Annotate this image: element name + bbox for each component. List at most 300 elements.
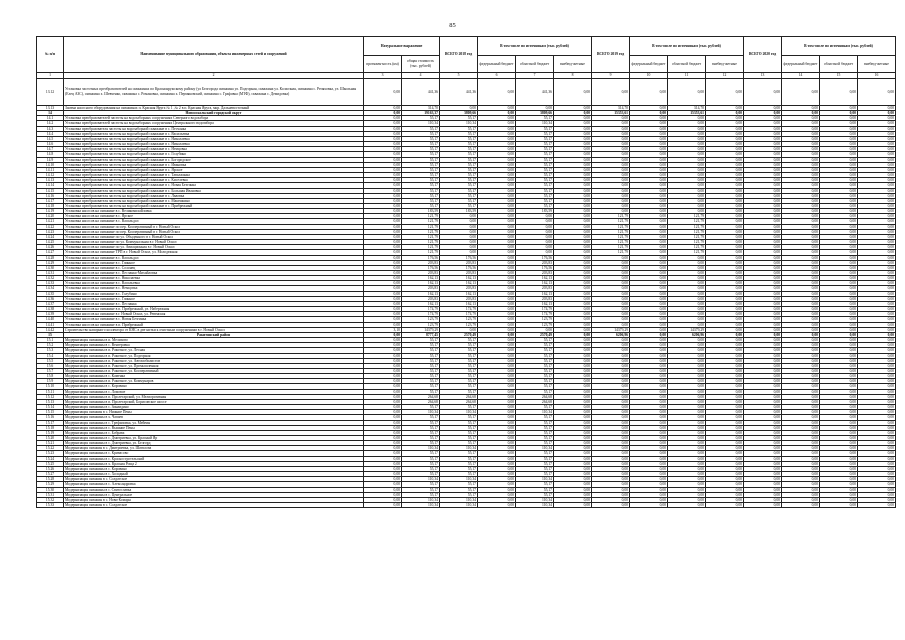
- row-value: 0,00: [744, 209, 782, 214]
- row-value: 0,00: [478, 332, 516, 337]
- row-value: 110,34: [402, 446, 440, 451]
- row-value: 0,00: [364, 461, 402, 466]
- table-row: [37, 503, 896, 508]
- row-value: 314,70: [592, 106, 630, 111]
- row-value: 0,00: [554, 389, 592, 394]
- row-value: 55,17: [440, 436, 478, 441]
- row-value: 0,00: [592, 173, 630, 178]
- row-value: 55,17: [402, 152, 440, 157]
- row-number: 14.27: [37, 250, 64, 255]
- row-value: 0,00: [706, 487, 744, 492]
- row-value: 0,00: [478, 415, 516, 420]
- row-value: 0,00: [668, 405, 706, 410]
- row-value: 0,00: [706, 374, 744, 379]
- row-value: 0,00: [630, 394, 668, 399]
- row-value: 0,00: [554, 198, 592, 203]
- row-value: 121,79: [668, 214, 706, 219]
- row-value: 0,00: [668, 322, 706, 327]
- row-value: 55,17: [402, 441, 440, 446]
- row-value: 0,00: [592, 415, 630, 420]
- row-value: 0,00: [858, 389, 896, 394]
- row-value: 0,00: [744, 183, 782, 188]
- row-value: 0,00: [554, 193, 592, 198]
- row-value: 0,00: [478, 193, 516, 198]
- row-value: 0,00: [782, 379, 820, 384]
- row-number: 15.19: [37, 430, 64, 435]
- row-value: 55,17: [440, 420, 478, 425]
- row-value: 0,00: [744, 193, 782, 198]
- row-value: 0,00: [630, 111, 668, 116]
- row-value: 0,00: [592, 167, 630, 172]
- row-name: Установка насосов на скважине в г. Новый Оскол, ул. Ревенская: [64, 312, 364, 317]
- row-value: 0,00: [554, 405, 592, 410]
- row-value: 121,79: [668, 219, 706, 224]
- row-value: 0,00: [592, 322, 630, 327]
- row-value: 0,00: [706, 430, 744, 435]
- row-value: 55,17: [440, 466, 478, 471]
- row-name: Установка преобразователя частоты на водозаборной скважине в с. Ивановка: [64, 162, 364, 167]
- row-value: 0,00: [858, 121, 896, 126]
- row-value: 55,17: [402, 466, 440, 471]
- row-value: 0,00: [820, 198, 858, 203]
- row-name: Модернизация скважины в с. Кривасово: [64, 451, 364, 456]
- row-value: 0,00: [782, 317, 820, 322]
- row-value: 0,00: [744, 487, 782, 492]
- row-value: 0,00: [630, 358, 668, 363]
- row-value: 0,00: [592, 131, 630, 136]
- row-value: 0,00: [630, 173, 668, 178]
- row-value: 0,00: [706, 255, 744, 260]
- row-value: 0,00: [554, 368, 592, 373]
- row-name: Модернизация скважины в с. Каменка: [64, 374, 364, 379]
- row-value: 0,00: [478, 126, 516, 131]
- row-value: 314,70: [668, 106, 706, 111]
- row-value: 0,00: [592, 198, 630, 203]
- row-value: 0,00: [364, 224, 402, 229]
- row-value: 0,00: [668, 167, 706, 172]
- row-value: 55,17: [402, 451, 440, 456]
- row-name: Модернизация скважины в с. Дмитриевка, ул. Белгорд: [64, 441, 364, 446]
- row-value: 55,17: [402, 173, 440, 178]
- row-value: 0,00: [744, 203, 782, 208]
- row-value: 0,00: [706, 203, 744, 208]
- row-value: 0,00: [364, 162, 402, 167]
- row-value: 0,00: [440, 240, 478, 245]
- row-value: 0,00: [478, 147, 516, 152]
- row-value: 0,00: [554, 307, 592, 312]
- col-header-federal-2019: федеральный бюджет: [630, 56, 668, 73]
- row-value: 0,00: [706, 157, 744, 162]
- row-value: 55,17: [402, 348, 440, 353]
- row-value: 0,00: [668, 142, 706, 147]
- row-value: 55,17: [440, 157, 478, 162]
- row-value: 0,00: [858, 322, 896, 327]
- row-value: 0,00: [364, 456, 402, 461]
- row-value: 55,17: [402, 415, 440, 420]
- row-value: 0,00: [592, 441, 630, 446]
- row-value: 55,17: [516, 461, 554, 466]
- row-value: 0,00: [554, 276, 592, 281]
- row-value: 0,00: [668, 291, 706, 296]
- row-value: 0,00: [478, 240, 516, 245]
- row-value: 0,00: [820, 353, 858, 358]
- col-index: 15: [820, 73, 858, 79]
- row-value: 0,00: [630, 487, 668, 492]
- row-value: 0,00: [478, 410, 516, 415]
- row-value: 0,00: [858, 162, 896, 167]
- row-value: 0,00: [744, 338, 782, 343]
- row-value: 0,00: [820, 167, 858, 172]
- row-value: 0,00: [744, 214, 782, 219]
- row-value: 0,00: [668, 178, 706, 183]
- row-value: 0,00: [820, 466, 858, 471]
- row-value: 0,00: [630, 466, 668, 471]
- row-value: 55,17: [402, 358, 440, 363]
- row-value: 0,00: [744, 461, 782, 466]
- row-value: 0,00: [744, 363, 782, 368]
- row-value: 264,68: [440, 399, 478, 404]
- row-value: 0,00: [630, 255, 668, 260]
- row-value: 55,17: [516, 482, 554, 487]
- row-value: 0,00: [706, 420, 744, 425]
- col-header-sources-2019: В том числе по источникам (тыс. рублей): [630, 37, 744, 56]
- row-value: 0,00: [592, 162, 630, 167]
- row-value: 264,68: [402, 399, 440, 404]
- row-value: 0,00: [706, 296, 744, 301]
- row-value: 55,17: [440, 178, 478, 183]
- row-value: 0,00: [858, 245, 896, 250]
- row-value: 0,00: [744, 142, 782, 147]
- row-value: 0,00: [592, 436, 630, 441]
- row-value: 0,00: [364, 147, 402, 152]
- row-value: 0,00: [630, 250, 668, 255]
- row-value: 0,00: [364, 188, 402, 193]
- row-value: 0,00: [630, 126, 668, 131]
- row-value: 55,17: [402, 198, 440, 203]
- row-value: 0,00: [478, 79, 516, 106]
- row-value: 0,00: [782, 415, 820, 420]
- row-value: 55,17: [402, 461, 440, 466]
- row-value: 0,00: [440, 106, 478, 111]
- row-value: 0,00: [364, 276, 402, 281]
- row-value: 0,00: [630, 79, 668, 106]
- row-value: 0,00: [858, 183, 896, 188]
- row-value: 0,00: [668, 399, 706, 404]
- row-value: 0,00: [630, 343, 668, 348]
- row-value: 0,00: [630, 425, 668, 430]
- row-name: Установка преобразователя частоты на водозаборной скважине в с. Львовка: [64, 193, 364, 198]
- row-value: 0,00: [630, 121, 668, 126]
- row-value: 55,17: [440, 116, 478, 121]
- row-name: Модернизация скважины в с. Красностротельский: [64, 456, 364, 461]
- row-value: 0,00: [820, 374, 858, 379]
- row-value: 0,00: [668, 363, 706, 368]
- row-value: 55,17: [402, 379, 440, 384]
- row-value: 0,00: [668, 430, 706, 435]
- row-value: 0,00: [744, 271, 782, 276]
- row-value: 0,00: [858, 420, 896, 425]
- row-value: 0,00: [592, 255, 630, 260]
- row-value: 0,00: [820, 343, 858, 348]
- row-number: 15.18: [37, 425, 64, 430]
- row-value: 0,00: [554, 497, 592, 502]
- row-value: 0,00: [858, 234, 896, 239]
- row-value: 0,00: [782, 198, 820, 203]
- row-number: 15.22: [37, 446, 64, 451]
- row-number: 14.35: [37, 291, 64, 296]
- row-value: 121,79: [592, 224, 630, 229]
- row-number: 14.23: [37, 229, 64, 234]
- row-value: 0,00: [478, 405, 516, 410]
- row-number: 15.9: [37, 379, 64, 384]
- row-value: 0,00: [820, 203, 858, 208]
- row-value: 0,00: [744, 441, 782, 446]
- row-value: 0,00: [554, 399, 592, 404]
- row-value: 0,00: [478, 456, 516, 461]
- row-value: 0,00: [706, 425, 744, 430]
- row-value: 0,00: [706, 456, 744, 461]
- row-value: 0,00: [554, 415, 592, 420]
- row-value: 203,83: [516, 286, 554, 291]
- row-value: 0,00: [592, 394, 630, 399]
- row-value: 0,00: [592, 358, 630, 363]
- row-value: 0,00: [858, 327, 896, 332]
- row-value: 0,00: [554, 126, 592, 131]
- row-value: 0,00: [744, 389, 782, 394]
- row-value: 0,00: [630, 327, 668, 332]
- row-value: 0,00: [592, 399, 630, 404]
- row-value: 55,17: [440, 461, 478, 466]
- row-value: 0,00: [820, 152, 858, 157]
- row-value: 0,00: [820, 157, 858, 162]
- row-value: 55,17: [516, 436, 554, 441]
- row-value: 110,34: [516, 446, 554, 451]
- row-value: 176,56: [516, 255, 554, 260]
- row-value: 0,00: [592, 152, 630, 157]
- row-value: 0,00: [668, 461, 706, 466]
- row-value: 123,79: [516, 322, 554, 327]
- row-value: 110,34: [516, 121, 554, 126]
- row-value: 0,00: [858, 338, 896, 343]
- row-name: Установка насосов на скважине в с. Песчанка-Михайловка: [64, 271, 364, 276]
- row-value: 0,00: [782, 420, 820, 425]
- row-value: 0,00: [364, 167, 402, 172]
- row-value: 0,00: [478, 436, 516, 441]
- row-name: Установка насосов на скважине по ул. Авиационная в г. Новый Оскол: [64, 245, 364, 250]
- row-value: 0,00: [554, 477, 592, 482]
- row-value: 55,17: [440, 374, 478, 379]
- col-header-sources-2018: В том числе по источникам (тыс. рублей): [478, 37, 592, 56]
- row-value: 0,00: [478, 374, 516, 379]
- row-value: 162,13: [402, 281, 440, 286]
- row-value: 162,13: [440, 301, 478, 306]
- row-value: 0,00: [706, 271, 744, 276]
- row-value: 0,00: [820, 131, 858, 136]
- row-value: 176,56: [440, 265, 478, 270]
- row-number: 15.17: [37, 420, 64, 425]
- row-value: 0,00: [706, 260, 744, 265]
- row-value: 0,00: [554, 209, 592, 214]
- row-value: 0,00: [744, 296, 782, 301]
- row-value: 0,00: [782, 410, 820, 415]
- row-value: 0,00: [706, 214, 744, 219]
- row-value: 0,00: [782, 178, 820, 183]
- row-value: 121,79: [402, 214, 440, 219]
- row-value: 0,00: [592, 492, 630, 497]
- row-value: 0,00: [706, 451, 744, 456]
- row-value: 55,17: [516, 338, 554, 343]
- row-value: 0,00: [706, 446, 744, 451]
- row-value: 55,17: [516, 379, 554, 384]
- row-value: 0,00: [592, 286, 630, 291]
- row-value: 0,00: [554, 456, 592, 461]
- table-header: [37, 37, 896, 79]
- row-value: 0,00: [554, 363, 592, 368]
- row-value: 0,00: [820, 291, 858, 296]
- row-value: 0,00: [820, 368, 858, 373]
- row-value: 0,00: [554, 147, 592, 152]
- row-value: 55,17: [402, 384, 440, 389]
- row-value: 0,00: [706, 410, 744, 415]
- row-value: 0,00: [858, 224, 896, 229]
- row-value: 0,00: [744, 430, 782, 435]
- row-value: 121,79: [668, 229, 706, 234]
- row-value: 110,34: [440, 446, 478, 451]
- row-value: 0,00: [364, 157, 402, 162]
- row-value: 264,68: [516, 394, 554, 399]
- row-value: 55,17: [516, 157, 554, 162]
- row-value: 0,00: [820, 111, 858, 116]
- row-value: 0,00: [820, 255, 858, 260]
- row-value: 0,00: [706, 353, 744, 358]
- row-value: 0,00: [364, 389, 402, 394]
- row-value: 55,17: [440, 441, 478, 446]
- row-value: 55,17: [516, 405, 554, 410]
- row-value: 0,00: [744, 456, 782, 461]
- row-value: 203,83: [402, 296, 440, 301]
- row-value: 0,00: [554, 446, 592, 451]
- row-value: 0,00: [706, 224, 744, 229]
- row-number: 15.24: [37, 456, 64, 461]
- row-value: 0,00: [478, 167, 516, 172]
- row-value: 0,00: [744, 188, 782, 193]
- row-name: Модернизация скважины в с. Бобрава: [64, 430, 364, 435]
- row-value: 0,00: [668, 446, 706, 451]
- row-value: 0,00: [782, 492, 820, 497]
- row-value: 0,00: [782, 461, 820, 466]
- row-value: 0,00: [706, 363, 744, 368]
- row-value: 55,17: [440, 425, 478, 430]
- row-value: 0,00: [630, 420, 668, 425]
- row-value: 121,79: [402, 224, 440, 229]
- row-name: Установка преобразователя частоты на водозаборной скважине в с. Николаевка: [64, 136, 364, 141]
- row-number: 14.42: [37, 327, 64, 332]
- row-value: 0,00: [782, 327, 820, 332]
- row-value: 0,00: [478, 420, 516, 425]
- row-value: 0,00: [554, 157, 592, 162]
- row-value: 0,00: [592, 466, 630, 471]
- row-value: 0,00: [364, 497, 402, 502]
- row-value: 0,00: [478, 353, 516, 358]
- row-value: 0,00: [782, 255, 820, 260]
- row-number: 15.12: [37, 394, 64, 399]
- row-value: 0,00: [592, 379, 630, 384]
- row-value: 123,79: [440, 322, 478, 327]
- row-value: 0,00: [478, 384, 516, 389]
- row-value: 121,79: [402, 240, 440, 245]
- page-number: 85: [449, 22, 456, 29]
- row-value: 0,00: [554, 436, 592, 441]
- row-value: 0,00: [554, 79, 592, 106]
- row-value: 0,00: [706, 492, 744, 497]
- row-value: 0,00: [706, 322, 744, 327]
- row-value: 121,79: [668, 240, 706, 245]
- row-value: 55,17: [440, 343, 478, 348]
- row-value: 0,00: [554, 106, 592, 111]
- row-value: 0,00: [782, 131, 820, 136]
- row-value: 55,17: [516, 198, 554, 203]
- row-value: 0,00: [858, 456, 896, 461]
- row-value: 0,00: [364, 281, 402, 286]
- row-value: 0,00: [706, 193, 744, 198]
- row-value: 110,34: [402, 497, 440, 502]
- row-value: 0,00: [744, 178, 782, 183]
- col-index: 1: [37, 73, 64, 79]
- row-value: 55,17: [402, 430, 440, 435]
- row-value: 0,00: [820, 147, 858, 152]
- row-value: 110,34: [516, 503, 554, 508]
- row-value: 0,00: [858, 472, 896, 477]
- row-value: 0,00: [554, 332, 592, 337]
- row-value: 0,00: [592, 348, 630, 353]
- row-number: 14.38: [37, 307, 64, 312]
- row-value: 0,00: [782, 384, 820, 389]
- row-value: 0,00: [440, 245, 478, 250]
- row-value: 0,00: [706, 276, 744, 281]
- row-value: 0,00: [858, 209, 896, 214]
- row-value: 0,00: [478, 111, 516, 116]
- row-value: 121,79: [592, 219, 630, 224]
- row-value: 0,00: [706, 162, 744, 167]
- row-value: 0,00: [858, 188, 896, 193]
- row-value: 0,00: [364, 250, 402, 255]
- row-value: 55,17: [440, 384, 478, 389]
- row-value: 0,00: [744, 451, 782, 456]
- row-value: 121,79: [592, 229, 630, 234]
- col-index: 8: [554, 73, 592, 79]
- row-value: 176,56: [402, 255, 440, 260]
- row-value: 55,17: [516, 368, 554, 373]
- row-value: 0,00: [668, 317, 706, 322]
- row-value: 0,00: [630, 497, 668, 502]
- row-value: 0,00: [782, 167, 820, 172]
- row-value: 0,00: [630, 492, 668, 497]
- row-value: 0,00: [630, 461, 668, 466]
- row-number: 14.39: [37, 312, 64, 317]
- row-name: Ракитянский район: [64, 332, 364, 337]
- row-value: 0,00: [706, 327, 744, 332]
- row-value: 55,17: [516, 142, 554, 147]
- row-value: 0,00: [706, 183, 744, 188]
- row-value: 0,00: [364, 131, 402, 136]
- row-value: 55,17: [440, 162, 478, 167]
- row-value: 0,00: [858, 198, 896, 203]
- row-value: 0,00: [668, 441, 706, 446]
- row-value: 0,00: [478, 116, 516, 121]
- row-name: Установка насосов на скважине в с. Васильевка: [64, 281, 364, 286]
- row-value: 0,00: [668, 79, 706, 106]
- row-value: 0,00: [364, 332, 402, 337]
